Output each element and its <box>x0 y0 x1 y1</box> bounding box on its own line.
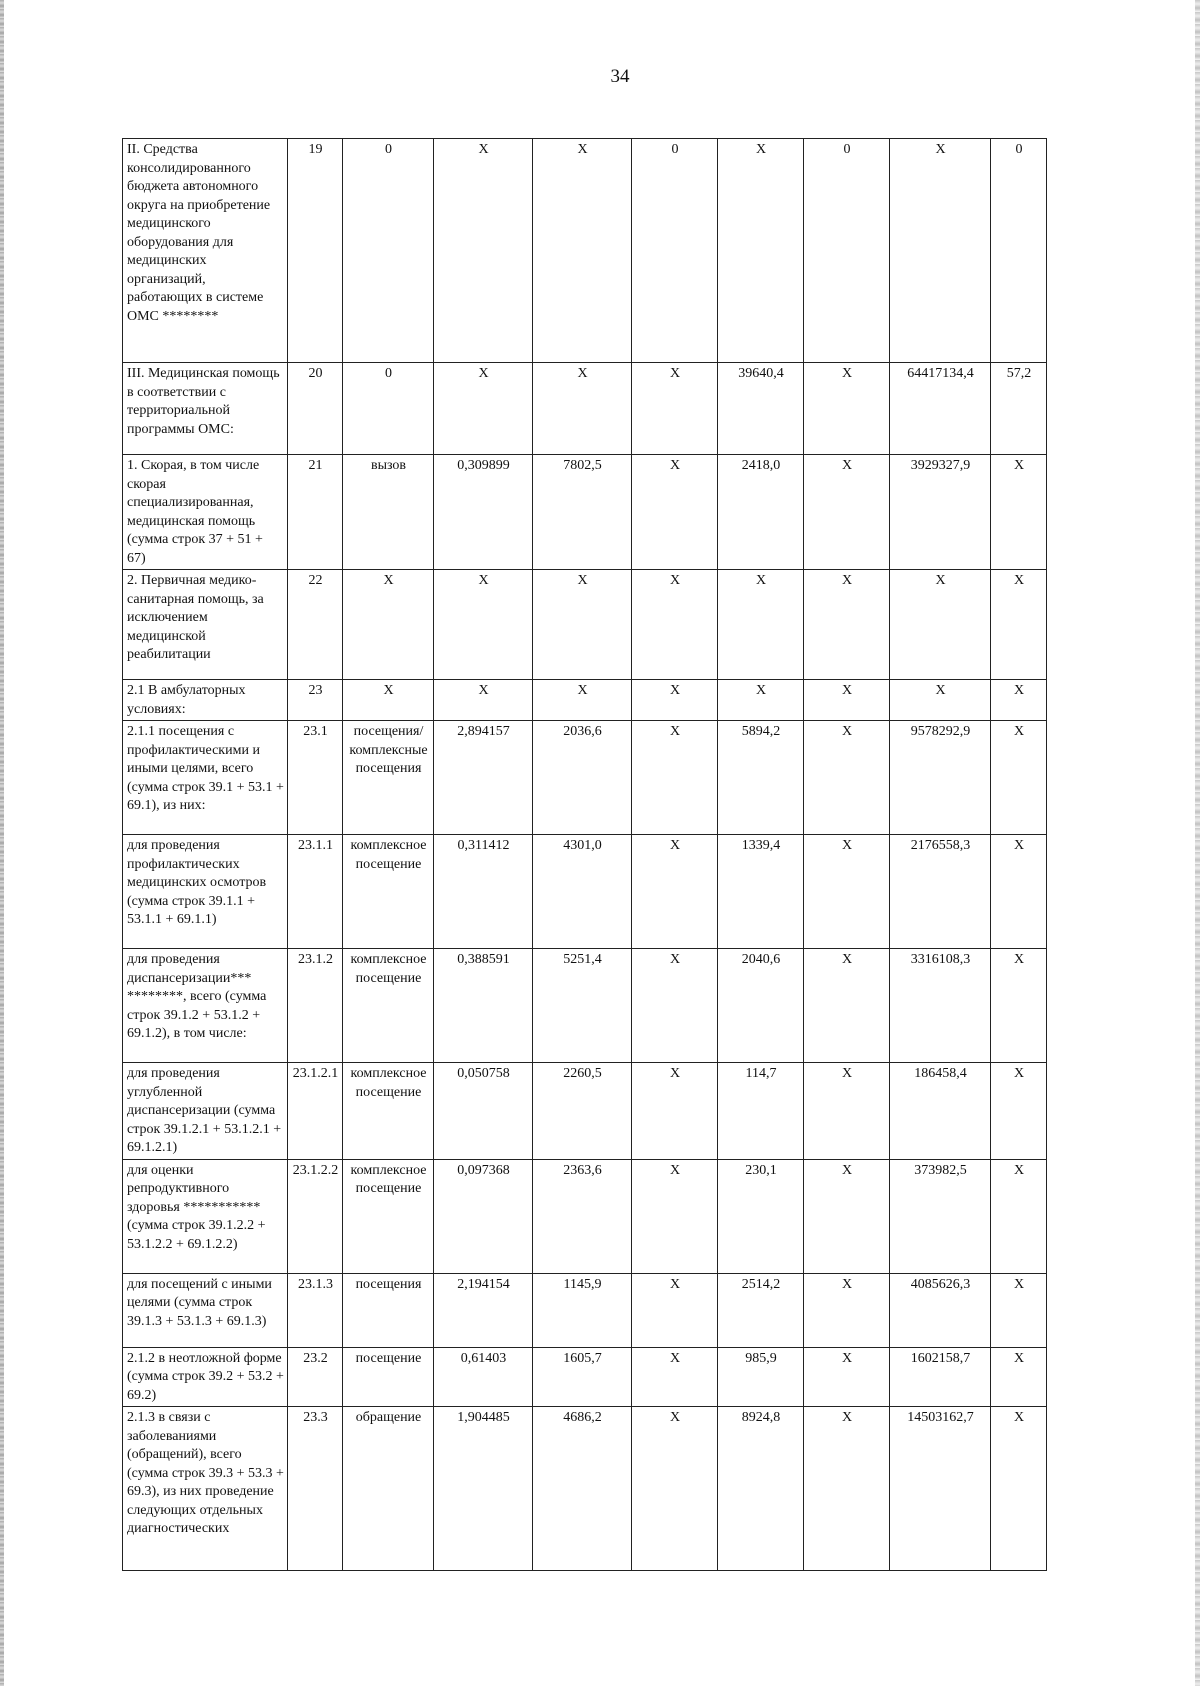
row-name-cell: II. Средства консолидированного бюджета автономного округа на приобретение медицинского оборудования для медицинских организаций, работающих в системе ОМС ******** <box>123 139 288 363</box>
value-cell: X <box>804 680 890 721</box>
value-cell: 2363,6 <box>533 1159 632 1273</box>
value-cell: 9578292,9 <box>890 721 991 835</box>
scan-left-edge <box>0 0 4 1686</box>
unit-cell: посещения <box>343 1273 434 1347</box>
value-cell: X <box>804 1407 890 1571</box>
row-number-cell: 22 <box>288 570 343 680</box>
value-cell: X <box>632 1273 718 1347</box>
value-cell: 2514,2 <box>718 1273 804 1347</box>
row-number-cell: 23.2 <box>288 1347 343 1407</box>
value-cell: 0 <box>632 139 718 363</box>
unit-cell: X <box>343 680 434 721</box>
row-number-cell: 21 <box>288 455 343 570</box>
value-cell: X <box>632 1159 718 1273</box>
unit-cell: обращение <box>343 1407 434 1571</box>
row-name-cell: для проведения профилактических медицинских осмотров (сумма строк 39.1.1 + 53.1.1 + 69.1.1) <box>123 835 288 949</box>
value-cell: X <box>434 363 533 455</box>
value-cell: X <box>991 835 1047 949</box>
row-name-cell: 2.1 В амбулаторных условиях: <box>123 680 288 721</box>
value-cell: X <box>632 835 718 949</box>
row-name-cell: для посещений с иными целями (сумма строк 39.1.3 + 53.1.3 + 69.1.3) <box>123 1273 288 1347</box>
value-cell: 5251,4 <box>533 949 632 1063</box>
unit-cell: комплексное посещение <box>343 835 434 949</box>
table-row <box>123 1159 1047 1273</box>
value-cell: X <box>890 139 991 363</box>
table-row <box>123 1273 1047 1347</box>
value-cell: 0,097368 <box>434 1159 533 1273</box>
value-cell: 3929327,9 <box>890 455 991 570</box>
table-row <box>123 721 1047 835</box>
table-row <box>123 455 1047 570</box>
value-cell: X <box>991 1347 1047 1407</box>
row-number-cell: 19 <box>288 139 343 363</box>
table-row <box>123 363 1047 455</box>
value-cell: X <box>991 455 1047 570</box>
row-number-cell: 23.1.3 <box>288 1273 343 1347</box>
value-cell: 5894,2 <box>718 721 804 835</box>
value-cell: 2176558,3 <box>890 835 991 949</box>
unit-cell: 0 <box>343 139 434 363</box>
table-row <box>123 1347 1047 1407</box>
row-number-cell: 23.1.1 <box>288 835 343 949</box>
value-cell: X <box>804 721 890 835</box>
value-cell: 0,388591 <box>434 949 533 1063</box>
value-cell: 0,311412 <box>434 835 533 949</box>
value-cell: X <box>533 363 632 455</box>
value-cell: X <box>804 835 890 949</box>
value-cell: 7802,5 <box>533 455 632 570</box>
unit-cell: посещение <box>343 1347 434 1407</box>
table-row <box>123 949 1047 1063</box>
value-cell: 1602158,7 <box>890 1347 991 1407</box>
value-cell: X <box>632 949 718 1063</box>
value-cell: X <box>718 680 804 721</box>
value-cell: X <box>632 680 718 721</box>
value-cell: 373982,5 <box>890 1159 991 1273</box>
row-name-cell: для проведения углубленной диспансеризации (сумма строк 39.1.2.1 + 53.1.2.1 + 69.1.2.1) <box>123 1063 288 1160</box>
row-name-cell: 1. Скорая, в том числе скорая специализированная, медицинская помощь (сумма строк 37 + 51 + 67) <box>123 455 288 570</box>
unit-cell: комплексное посещение <box>343 1063 434 1160</box>
value-cell: X <box>991 1063 1047 1160</box>
value-cell: X <box>804 1159 890 1273</box>
value-cell: 1,904485 <box>434 1407 533 1571</box>
value-cell: X <box>632 1347 718 1407</box>
row-number-cell: 20 <box>288 363 343 455</box>
value-cell: X <box>533 680 632 721</box>
row-name-cell: для оценки репродуктивного здоровья *********** (сумма строк 39.1.2.2 + 53.1.2.2 + 69.1.2.2) <box>123 1159 288 1273</box>
value-cell: 8924,8 <box>718 1407 804 1571</box>
value-cell: X <box>804 455 890 570</box>
row-name-cell: 2. Первичная медико-санитарная помощь, за исключением медицинской реабилитации <box>123 570 288 680</box>
value-cell: 1605,7 <box>533 1347 632 1407</box>
unit-cell: комплексное посещение <box>343 949 434 1063</box>
value-cell: X <box>632 1407 718 1571</box>
value-cell: X <box>632 570 718 680</box>
table-row <box>123 570 1047 680</box>
value-cell: 2040,6 <box>718 949 804 1063</box>
value-cell: 2260,5 <box>533 1063 632 1160</box>
value-cell: X <box>434 680 533 721</box>
unit-cell: посещения/комплексные посещения <box>343 721 434 835</box>
value-cell: X <box>991 680 1047 721</box>
value-cell: 186458,4 <box>890 1063 991 1160</box>
row-name-cell: 2.1.3 в связи с заболеваниями (обращений), всего (сумма строк 39.3 + 53.3 + 69.3), из них проведение следующих отдельных диагностических <box>123 1407 288 1571</box>
row-name-cell: 2.1.1 посещения с профилактическими и иными целями, всего (сумма строк 39.1 + 53.1 + 69.1), из них: <box>123 721 288 835</box>
unit-cell: X <box>343 570 434 680</box>
value-cell: 1339,4 <box>718 835 804 949</box>
value-cell: X <box>991 1273 1047 1347</box>
value-cell: X <box>804 1273 890 1347</box>
value-cell: X <box>804 363 890 455</box>
value-cell: 0,309899 <box>434 455 533 570</box>
value-cell: 2,194154 <box>434 1273 533 1347</box>
row-number-cell: 23.1.2.1 <box>288 1063 343 1160</box>
row-number-cell: 23.3 <box>288 1407 343 1571</box>
unit-cell: комплексное посещение <box>343 1159 434 1273</box>
value-cell: X <box>804 1063 890 1160</box>
value-cell: X <box>890 680 991 721</box>
table-row <box>123 835 1047 949</box>
value-cell: 0 <box>804 139 890 363</box>
financing-table <box>122 138 1047 1571</box>
value-cell: X <box>434 570 533 680</box>
value-cell: X <box>434 139 533 363</box>
unit-cell: вызов <box>343 455 434 570</box>
value-cell: 2418,0 <box>718 455 804 570</box>
value-cell: X <box>632 721 718 835</box>
row-name-cell: для проведения диспансеризации*** ********, всего (сумма строк 39.1.2 + 53.1.2 + 69.1.2), в том числе: <box>123 949 288 1063</box>
row-name-cell: III. Медицинская помощь в соответствии с территориальной программы ОМС: <box>123 363 288 455</box>
value-cell: 0,61403 <box>434 1347 533 1407</box>
value-cell: X <box>991 1407 1047 1571</box>
value-cell: X <box>632 363 718 455</box>
value-cell: X <box>804 949 890 1063</box>
value-cell: 985,9 <box>718 1347 804 1407</box>
value-cell: X <box>991 949 1047 1063</box>
value-cell: X <box>718 570 804 680</box>
table-row <box>123 139 1047 363</box>
value-cell: X <box>991 721 1047 835</box>
value-cell: 0 <box>991 139 1047 363</box>
row-name-cell: 2.1.2 в неотложной форме (сумма строк 39.2 + 53.2 + 69.2) <box>123 1347 288 1407</box>
value-cell: 230,1 <box>718 1159 804 1273</box>
value-cell: 4085626,3 <box>890 1273 991 1347</box>
value-cell: 4686,2 <box>533 1407 632 1571</box>
value-cell: X <box>632 455 718 570</box>
value-cell: X <box>804 1347 890 1407</box>
row-number-cell: 23.1 <box>288 721 343 835</box>
value-cell: 39640,4 <box>718 363 804 455</box>
scan-right-edge <box>1195 0 1200 1686</box>
value-cell: 57,2 <box>991 363 1047 455</box>
page-number: 34 <box>610 66 630 87</box>
table-row <box>123 1063 1047 1160</box>
value-cell: 14503162,7 <box>890 1407 991 1571</box>
value-cell: X <box>890 570 991 680</box>
value-cell: X <box>533 570 632 680</box>
value-cell: X <box>718 139 804 363</box>
value-cell: 0,050758 <box>434 1063 533 1160</box>
value-cell: 2036,6 <box>533 721 632 835</box>
value-cell: 3316108,3 <box>890 949 991 1063</box>
table-row <box>123 1407 1047 1571</box>
value-cell: X <box>533 139 632 363</box>
value-cell: X <box>991 570 1047 680</box>
unit-cell: 0 <box>343 363 434 455</box>
value-cell: X <box>632 1063 718 1160</box>
value-cell: 64417134,4 <box>890 363 991 455</box>
row-number-cell: 23.1.2 <box>288 949 343 1063</box>
value-cell: 114,7 <box>718 1063 804 1160</box>
value-cell: 2,894157 <box>434 721 533 835</box>
value-cell: 1145,9 <box>533 1273 632 1347</box>
row-number-cell: 23.1.2.2 <box>288 1159 343 1273</box>
row-number-cell: 23 <box>288 680 343 721</box>
value-cell: X <box>804 570 890 680</box>
table-row <box>123 680 1047 721</box>
value-cell: 4301,0 <box>533 835 632 949</box>
value-cell: X <box>991 1159 1047 1273</box>
